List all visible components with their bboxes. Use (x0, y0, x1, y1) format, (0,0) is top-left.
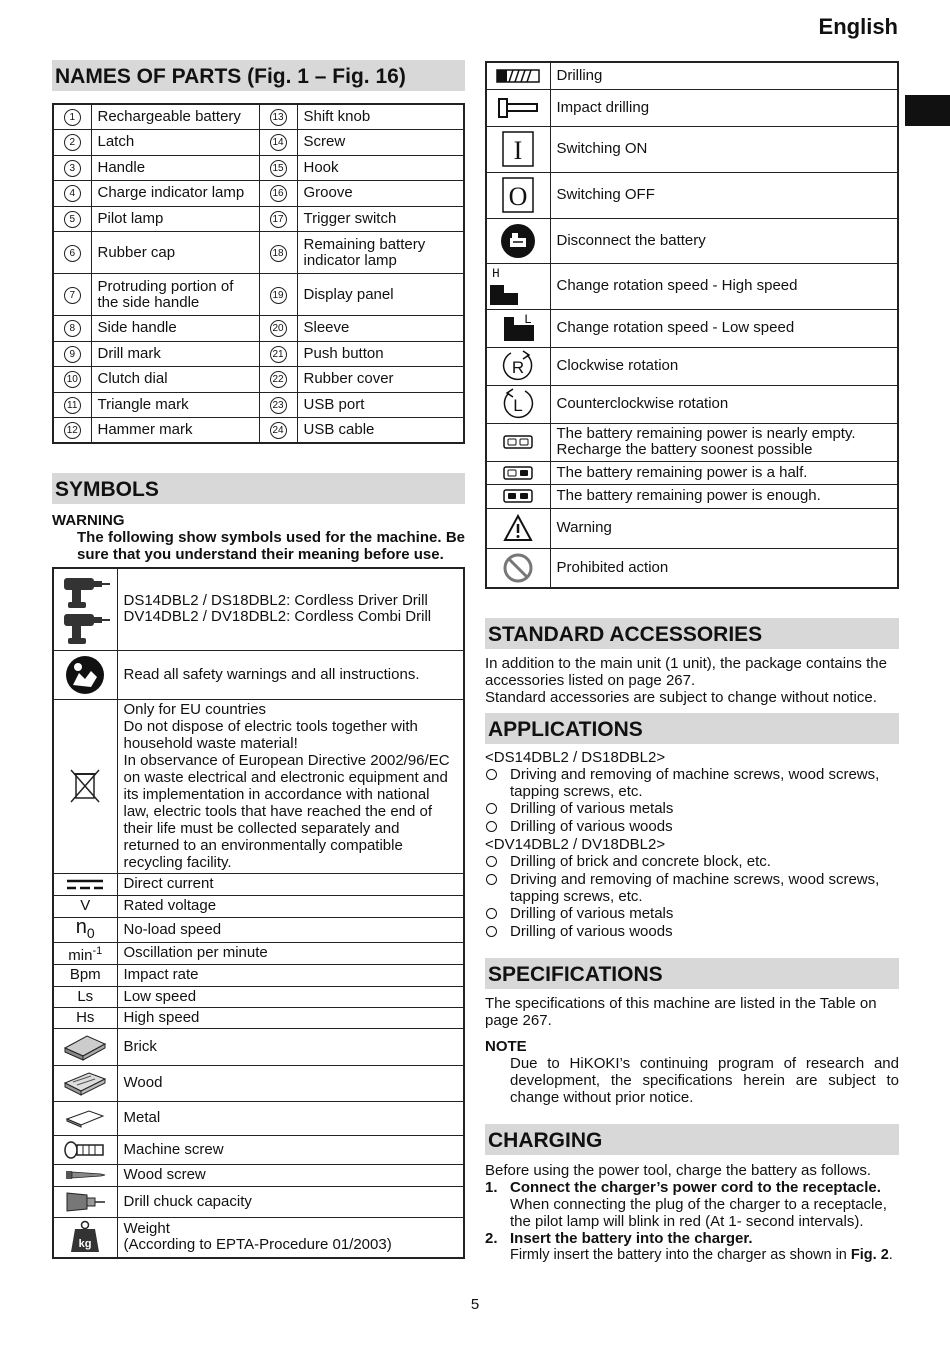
charging-intro: Before using the power tool, charge the battery as follows. (485, 1162, 872, 1179)
parts-row (53, 392, 464, 418)
warning-symbol-text: Warning (550, 508, 898, 548)
low-speed-symbol: Ls (53, 986, 117, 1007)
standard-accessories-heading: STANDARD ACCESSORIES (485, 618, 899, 649)
clockwise-text: Clockwise rotation (550, 347, 898, 385)
specifications-text: The specifications of this machine are listed in the Table on page 267. (485, 995, 877, 1029)
metal-icon (53, 1101, 117, 1135)
application-text: Drilling of brick and concrete block, etc. (510, 853, 771, 870)
application-item (485, 766, 899, 800)
drill-chuck-text: Drill chuck capacity (117, 1186, 464, 1217)
parts-row (53, 155, 464, 181)
application-text: Drilling of various woods (510, 923, 673, 940)
impact-drilling-text: Impact drilling (550, 89, 898, 126)
svg-text:L: L (513, 396, 523, 415)
voltage-text: Rated voltage (117, 895, 464, 917)
svg-text:R: R (512, 358, 525, 377)
part-name: Trigger switch (297, 206, 464, 232)
impact-drilling-icon (486, 89, 550, 126)
part-name: Pilot lamp (91, 206, 259, 232)
disconnect-battery-icon (486, 218, 550, 263)
battery-empty-text: The battery remaining power is nearly empty. (556, 425, 856, 442)
battery-full-icon (486, 484, 550, 508)
symbol-row-weee (53, 699, 464, 873)
application-text: Drilling of various metals (510, 905, 674, 922)
symbol-row-low-speed-change (486, 309, 898, 347)
symbol-row-switch-on (486, 126, 898, 172)
charging-step-1 (485, 1179, 899, 1230)
svg-text:I: I (513, 136, 523, 165)
application-item (485, 871, 899, 905)
step-2-number: 2. (485, 1230, 498, 1247)
symbol-row-wood-screw (53, 1164, 464, 1186)
part-name: Triangle mark (91, 392, 259, 418)
battery-recharge-text: Recharge the battery soonest possible (556, 441, 813, 458)
symbol-row-disconnect-battery (486, 218, 898, 263)
symbol-row-no-load-speed (53, 917, 464, 942)
symbols-table-right (485, 61, 899, 589)
part-name: Handle (91, 155, 259, 181)
applications-heading: APPLICATIONS (485, 713, 899, 744)
part-number: 22 (270, 371, 287, 388)
application-item (485, 853, 899, 871)
part-name: Screw (297, 130, 464, 156)
application-text: Driving and removing of machine screws, wood screws, tapping screws, etc. (510, 871, 880, 905)
bullet-circle-icon (485, 871, 510, 905)
part-name: Display panel (297, 274, 464, 316)
drilling-icon (486, 62, 550, 89)
bullet-circle-icon (485, 853, 510, 871)
symbol-row-battery-half (486, 461, 898, 484)
wood-text: Wood (117, 1065, 464, 1101)
symbol-row-oscillation (53, 942, 464, 964)
part-number: 18 (270, 245, 287, 262)
symbol-row-drill-chuck (53, 1186, 464, 1217)
parts-row (53, 206, 464, 232)
part-name: Rechargeable battery (91, 104, 259, 130)
crossed-bin-icon (53, 699, 117, 873)
specifications-heading: SPECIFICATIONS (485, 958, 899, 989)
symbol-row-battery-empty (486, 423, 898, 461)
weight-text: Weight (123, 1220, 170, 1238)
bullet-circle-icon (485, 818, 510, 836)
part-name: Hook (297, 155, 464, 181)
symbol-row-wood (53, 1065, 464, 1101)
part-name: Groove (297, 181, 464, 207)
part-number: 3 (64, 160, 81, 177)
clockwise-icon (486, 347, 550, 385)
application-item (485, 818, 899, 836)
warning-label: WARNING (52, 512, 125, 529)
part-number: 6 (64, 245, 81, 262)
symbol-row-low-speed (53, 986, 464, 1007)
symbol-row-direct-current (53, 873, 464, 895)
wood-icon (53, 1065, 117, 1101)
switch-on-text: Switching ON (550, 126, 898, 172)
charging-step-2 (485, 1230, 899, 1264)
bullet-circle-icon (485, 766, 510, 800)
part-number: 4 (64, 185, 81, 202)
high-speed-change-text: Change rotation speed - High speed (550, 263, 898, 309)
part-number: 23 (270, 397, 287, 414)
symbol-row-voltage (53, 895, 464, 917)
application-text: Drilling of various metals (510, 800, 674, 817)
parts-row (53, 341, 464, 367)
symbol-row-prohibited (486, 548, 898, 588)
step-2-end: . (888, 1247, 893, 1263)
symbol-row-battery-full (486, 484, 898, 508)
applications-list (485, 749, 899, 941)
part-name: Hammer mark (91, 418, 259, 444)
drilling-text: Drilling (550, 62, 898, 89)
symbol-row-clockwise (486, 347, 898, 385)
high-speed-icon (486, 263, 550, 309)
application-item (485, 923, 899, 941)
applications-group-2: <DV14DBL2 / DV18DBL2> (485, 836, 666, 853)
part-name: Push button (297, 341, 464, 367)
note-label: NOTE (485, 1038, 527, 1055)
svg-text:kg: kg (78, 1238, 92, 1251)
symbol-row-machine-screw (53, 1135, 464, 1164)
high-speed-text: High speed (117, 1007, 464, 1028)
part-number: 19 (270, 287, 287, 304)
page-number: 5 (470, 1296, 480, 1313)
wood-screw-icon (53, 1164, 117, 1186)
note-text: Due to HiKOKI’s continuing program of research and development, the specifications herein are subject to change without prior notice. (510, 1055, 899, 1106)
drill-model-line-1: DS14DBL2 / DS18DBL2: Cordless Driver Drill (123, 592, 428, 610)
part-name: Drill mark (91, 341, 259, 367)
brick-text: Brick (117, 1028, 464, 1065)
impact-rate-text: Impact rate (117, 964, 464, 986)
symbol-row-brick (53, 1028, 464, 1065)
symbol-row-drilling (486, 62, 898, 89)
step-1-number: 1. (485, 1179, 498, 1196)
parts-row (53, 367, 464, 393)
read-manual-icon (53, 650, 117, 699)
bullet-circle-icon (485, 800, 510, 818)
left-column (52, 60, 465, 1259)
step-2-text: Firmly insert the battery into the charger as shown in (510, 1247, 851, 1263)
low-speed-text: Low speed (117, 986, 464, 1007)
part-number: 8 (64, 320, 81, 337)
step-1-title: Connect the charger’s power cord to the receptacle. (510, 1179, 881, 1196)
prohibited-text: Prohibited action (550, 548, 898, 588)
part-number: 14 (270, 134, 287, 151)
warning-text: The following show symbols used for the machine. Be sure that you understand their meaning before use. (77, 529, 465, 563)
part-number: 17 (270, 211, 287, 228)
metal-text: Metal (117, 1101, 464, 1135)
disconnect-battery-text: Disconnect the battery (550, 218, 898, 263)
part-number: 24 (270, 422, 287, 439)
part-name: Remaining battery indicator lamp (297, 232, 464, 274)
symbols-table (52, 567, 465, 1259)
part-number: 20 (270, 320, 287, 337)
switch-on-icon (486, 126, 550, 172)
accessories-text-2: Standard accessories are subject to change without notice. (485, 689, 877, 706)
symbol-row-impact-rate (53, 964, 464, 986)
application-item (485, 800, 899, 818)
low-speed-change-text: Change rotation speed - Low speed (550, 309, 898, 347)
application-text: Drilling of various woods (510, 818, 673, 835)
part-name: Rubber cap (91, 232, 259, 274)
part-name: USB port (297, 392, 464, 418)
part-name: Sleeve (297, 316, 464, 342)
part-name: Rubber cover (297, 367, 464, 393)
drill-chuck-icon (53, 1186, 117, 1217)
part-number: 5 (64, 211, 81, 228)
accessories-text-1: In addition to the main unit (1 unit), the package contains the accessories listed on page 267. (485, 655, 887, 689)
battery-empty-icon (486, 423, 550, 461)
part-number: 9 (64, 346, 81, 363)
names-of-parts-heading: NAMES OF PARTS (Fig. 1 – Fig. 16) (52, 60, 465, 91)
part-number: 10 (64, 371, 81, 388)
svg-text:H: H (492, 266, 501, 281)
bullet-circle-icon (485, 905, 510, 923)
parts-row (53, 104, 464, 130)
drill-model-line-2: DV14DBL2 / DV18DBL2: Cordless Combi Drill (123, 608, 432, 626)
battery-half-text: The battery remaining power is a half. (550, 461, 898, 484)
oscillation-symbol: $\min^{-1}$ (53, 942, 117, 964)
charging-heading: CHARGING (485, 1124, 899, 1155)
impact-rate-symbol: Bpm (53, 964, 117, 986)
part-name: Latch (91, 130, 259, 156)
switch-off-icon (486, 172, 550, 218)
symbols-heading: SYMBOLS (52, 473, 465, 504)
step-2-title: Insert the battery into the charger. (510, 1230, 753, 1247)
applications-group-1: <DS14DBL2 / DS18DBL2> (485, 749, 666, 766)
symbol-row-drill (53, 568, 464, 650)
bullet-circle-icon (485, 923, 510, 941)
high-speed-symbol: Hs (53, 1007, 117, 1028)
weight-procedure-text: (According to EPTA-Procedure 01/2003) (123, 1236, 392, 1254)
parts-row (53, 232, 464, 274)
wood-screw-text: Wood screw (117, 1164, 464, 1186)
part-number: 15 (270, 160, 287, 177)
step-1-text: When connecting the plug of the charger to a receptacle, the pilot lamp will blink in red (At 1- second intervals). (510, 1196, 887, 1230)
part-name: Shift knob (297, 104, 464, 130)
parts-row (53, 130, 464, 156)
application-item (485, 905, 899, 923)
symbol-row-metal (53, 1101, 464, 1135)
symbol-row-counterclockwise (486, 385, 898, 423)
part-number: 7 (64, 287, 81, 304)
brick-icon (53, 1028, 117, 1065)
parts-row (53, 418, 464, 444)
part-number: 2 (64, 134, 81, 151)
machine-screw-icon (53, 1135, 117, 1164)
oscillation-text: Oscillation per minute (117, 942, 464, 964)
application-text: Driving and removing of machine screws, wood screws, tapping screws, etc. (510, 766, 880, 800)
parts-row (53, 316, 464, 342)
low-speed-icon (486, 309, 550, 347)
no-load-speed-text: No-load speed (117, 917, 464, 942)
svg-text:L: L (524, 312, 533, 327)
right-column (485, 61, 899, 1264)
part-number: 13 (270, 109, 287, 126)
svg-text:O: O (508, 182, 528, 211)
read-manual-text: Read all safety warnings and all instructions. (117, 650, 464, 699)
parts-row (53, 274, 464, 316)
warning-icon (486, 508, 550, 548)
part-name: Side handle (91, 316, 259, 342)
step-2-figure-ref: Fig. 2 (850, 1247, 889, 1263)
battery-half-icon (486, 461, 550, 484)
symbol-row-weight (53, 1217, 464, 1258)
counterclockwise-text: Counterclockwise rotation (550, 385, 898, 423)
weee-text: Only for EU countries Do not dispose of electric tools together with household waste material! In observance of European Directive 2002/96/EC on waste electrical and electronic equipment and its implementation in accordance with national law, electric tools that have reached the end of their life must be collected separately and returned to an environmentally compatible recycling facility. (117, 699, 464, 873)
part-name: Charge indicator lamp (91, 181, 259, 207)
parts-row (53, 181, 464, 207)
language-label: English (818, 14, 898, 39)
symbol-row-impact-drilling (486, 89, 898, 126)
no-load-speed-symbol: $n_0$ (53, 917, 117, 942)
battery-full-text: The battery remaining power is enough. (550, 484, 898, 508)
counterclockwise-icon (486, 385, 550, 423)
direct-current-icon (53, 873, 117, 895)
part-name: Clutch dial (91, 367, 259, 393)
part-number: 1 (64, 109, 81, 126)
symbol-row-switch-off (486, 172, 898, 218)
symbol-row-high-speed-change (486, 263, 898, 309)
voltage-symbol: V (53, 895, 117, 917)
names-of-parts-table (52, 103, 465, 444)
part-name: USB cable (297, 418, 464, 444)
part-name: Protruding portion of the side handle (91, 274, 259, 316)
weight-icon (53, 1217, 117, 1258)
symbol-row-warning (486, 508, 898, 548)
symbol-row-read-manual (53, 650, 464, 699)
part-number: 12 (64, 422, 81, 439)
prohibited-icon (486, 548, 550, 588)
part-number: 16 (270, 185, 287, 202)
switch-off-text: Switching OFF (550, 172, 898, 218)
direct-current-text: Direct current (117, 873, 464, 895)
symbol-row-high-speed (53, 1007, 464, 1028)
language-tab-marker (905, 95, 950, 126)
machine-screw-text: Machine screw (117, 1135, 464, 1164)
part-number: 21 (270, 346, 287, 363)
part-number: 11 (64, 397, 81, 414)
drill-icon (53, 568, 117, 650)
